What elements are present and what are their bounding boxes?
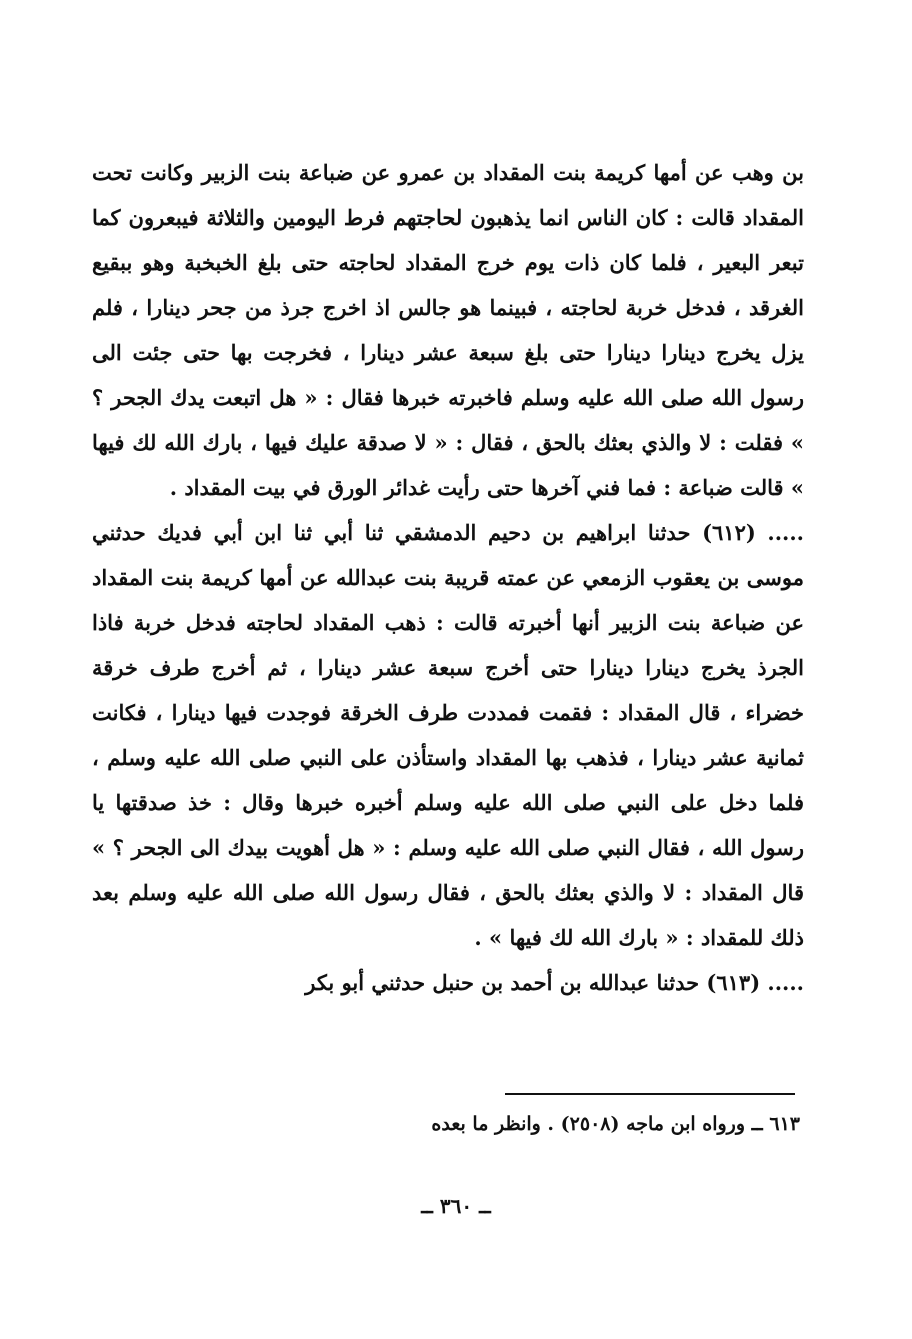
- page-number: ــ ٣٦٠ ــ: [421, 1194, 491, 1218]
- paragraph-3: ..... (٦١٣) حدثنا عبدالله بن أحمد بن حنبل حدثني أبو بكر: [305, 970, 804, 995]
- footnote: ٦١٣ ــ ورواه ابن ماجه (٢٥٠٨) . وانظر ما بعده: [431, 1113, 800, 1135]
- paragraph-2: ..... (٦١٢) حدثنا ابراهيم بن دحيم الدمشقي ثنا أبي ثنا ابن أبي فديك حدثني موسى بن يعقوب الزمعي عن عمته قريبة بنت عبدالله عن أمها كريمة بنت المقداد عن ضباعة بنت الزبير أنها أخبرته قالت : ذهب المقداد لحاجته فدخل خربة فاذا الجرذ يخرج دينارا دينارا حتى أخرج سبعة عشر دينارا ، ثم أخرج طرف خرقة خضراء ، قال المقداد : فقمت فمددت طرف الخرقة فوجدت فيها دينارا ، فكانت ثمانية عشر دينارا ، فذهب بها المقداد واستأذن على النبي صلى الله عليه وسلم ، فلما دخل على النبي صلى الله عليه وسلم أخبره خبرها وقال : خذ صدقتها يا رسول الله ، فقال النبي صلى الله عليه وسلم : « هل أهويت بيدك الى الجحر ؟ » قال المقداد : لا والذي بعثك بالحق ، فقال رسول الله صلى الله عليه وسلم بعد ذلك للمقداد : « بارك الله لك فيها » .: [92, 520, 804, 950]
- paragraph-1: بن وهب عن أمها كريمة بنت المقداد بن عمرو عن ضباعة بنت الزبير وكانت تحت المقداد قالت : كان الناس انما يذهبون لحاجتهم فرط اليومين والثلاثة فيبعرون كما تبعر البعير ، فلما كان ذات يوم خرج المقداد لحاجته حتى بلغ الخبخبة وهو ببقيع الغرقد ، فدخل خربة لحاجته ، فبينما هو جالس اذ اخرج جرذ من جحر دينارا ، فلم يزل يخرج دينارا دينارا حتى بلغ سبعة عشر دينارا ، فخرجت بها حتى جئت الى رسول الله صلى الله عليه وسلم فاخبرته خبرها فقال : « هل اتبعت يدك الجحر ؟ » فقلت : لا والذي بعثك بالحق ، فقال : « لا صدقة عليك فيها ، بارك الله لك فيها » قالت ضباعة : فما فني آخرها حتى رأيت غدائر الورق في بيت المقداد .: [92, 160, 804, 500]
- footnote-divider: [505, 1093, 795, 1095]
- body-text: [92, 150, 804, 1005]
